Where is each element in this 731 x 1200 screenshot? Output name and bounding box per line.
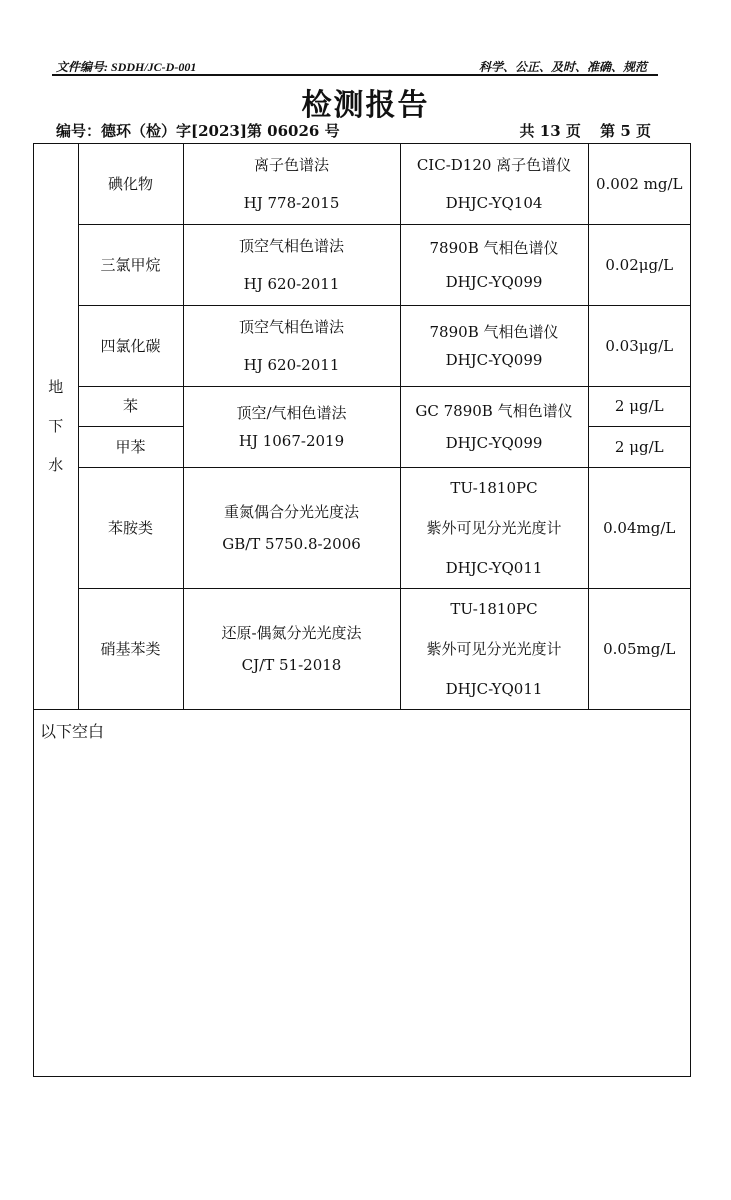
detection-limit-cell: 0.05mg/L xyxy=(588,588,690,709)
instrument-id: DHJC-YQ099 xyxy=(445,433,543,452)
method-cell xyxy=(183,305,400,386)
document-code: 文件编号: SDDH/JC-D-001 xyxy=(56,60,197,74)
method-name: 顶空气相色谱法 xyxy=(238,236,344,255)
item-cell: 硝基苯类 xyxy=(78,588,183,709)
report-title: 检测报告 xyxy=(301,88,430,123)
method-standard: GB/T 5750.8-2006 xyxy=(222,534,361,553)
detection-limit-cell: 0.04mg/L xyxy=(588,467,690,588)
category-char: 地 xyxy=(48,377,64,396)
spacer xyxy=(403,538,586,558)
category-char: 下 xyxy=(48,416,64,435)
spacer xyxy=(403,342,586,350)
category-char: 水 xyxy=(48,455,64,474)
spacer xyxy=(403,421,586,433)
item-cell: 甲苯 xyxy=(78,426,183,467)
instrument-id: DHJC-YQ011 xyxy=(445,679,543,698)
item-cell: 苯 xyxy=(78,386,183,426)
item-cell: 苯胺类 xyxy=(78,467,183,588)
detection-limit-cell: 2 μg/L xyxy=(588,386,690,426)
instrument-model: GC 7890B 气相色谱仪 xyxy=(415,401,573,420)
spacer xyxy=(186,337,398,355)
instrument-cell xyxy=(400,144,588,224)
method-name: 顶空/气相色谱法 xyxy=(236,403,347,422)
detection-limit-cell: 0.02μg/L xyxy=(588,224,690,305)
spacer xyxy=(403,659,586,679)
instrument-model: TU-1810PC xyxy=(450,478,538,497)
method-standard: HJ 778-2015 xyxy=(243,193,340,212)
instrument-cell xyxy=(400,588,588,709)
instrument-id: DHJC-YQ104 xyxy=(445,193,543,212)
instrument-name: 紫外可见分光光度计 xyxy=(426,639,562,658)
method-cell xyxy=(183,144,400,224)
method-cell xyxy=(183,588,400,709)
method-standard: CJ/T 51-2018 xyxy=(241,655,342,674)
test-method-table xyxy=(34,144,690,710)
report-number: 编号：德环（检）字[2023]第 06026 号 xyxy=(56,122,340,140)
header-motto: 科学、公正、及时、准确、规范 xyxy=(478,60,647,74)
method-cell xyxy=(183,224,400,305)
instrument-model: 7890B 气相色谱仪 xyxy=(429,322,559,341)
category-cell xyxy=(34,144,78,709)
spacer xyxy=(186,256,398,274)
spacer xyxy=(403,175,586,193)
table-row xyxy=(34,588,690,709)
spacer xyxy=(186,522,398,534)
instrument-model: CIC-D120 离子色谱仪 xyxy=(416,155,572,174)
method-name: 重氮偶合分光光度法 xyxy=(223,502,359,521)
method-cell xyxy=(183,467,400,588)
table-row xyxy=(34,305,690,386)
instrument-id: DHJC-YQ099 xyxy=(445,272,543,291)
instrument-id: DHJC-YQ099 xyxy=(445,350,543,369)
table-row xyxy=(34,224,690,305)
instrument-cell xyxy=(400,386,588,467)
detection-limit-cell: 0.03μg/L xyxy=(588,305,690,386)
method-standard: HJ 620-2011 xyxy=(243,274,340,293)
spacer xyxy=(186,643,398,655)
spacer xyxy=(403,258,586,272)
method-standard: HJ 1067-2019 xyxy=(238,431,345,450)
report-frame xyxy=(33,143,691,1077)
item-cell: 三氯甲烷 xyxy=(78,224,183,305)
method-standard: HJ 620-2011 xyxy=(243,355,340,374)
instrument-model: 7890B 气相色谱仪 xyxy=(429,238,559,257)
spacer xyxy=(403,619,586,639)
header-divider xyxy=(52,74,658,76)
blank-below-note: 以下空白 xyxy=(40,722,105,741)
page-current: 第 5 页 xyxy=(600,122,651,140)
detection-limit-cell: 0.002 mg/L xyxy=(588,144,690,224)
spacer xyxy=(186,175,398,193)
method-name: 顶空气相色谱法 xyxy=(238,317,344,336)
table-row xyxy=(34,467,690,588)
item-cell: 四氯化碳 xyxy=(78,305,183,386)
spacer xyxy=(186,423,398,431)
instrument-cell xyxy=(400,305,588,386)
instrument-name: 紫外可见分光光度计 xyxy=(426,518,562,537)
table-row xyxy=(34,144,690,224)
page-total: 共 13 页 xyxy=(519,122,581,140)
instrument-model: TU-1810PC xyxy=(450,599,538,618)
method-name: 离子色谱法 xyxy=(253,155,329,174)
spacer xyxy=(403,498,586,518)
instrument-id: DHJC-YQ011 xyxy=(445,558,543,577)
detection-limit-cell: 2 μg/L xyxy=(588,426,690,467)
method-name: 还原-偶氮分光光度法 xyxy=(221,623,362,642)
table-row xyxy=(34,386,690,426)
method-cell xyxy=(183,386,400,467)
instrument-cell xyxy=(400,224,588,305)
page-info xyxy=(506,120,651,141)
item-cell: 碘化物 xyxy=(78,144,183,224)
instrument-cell xyxy=(400,467,588,588)
